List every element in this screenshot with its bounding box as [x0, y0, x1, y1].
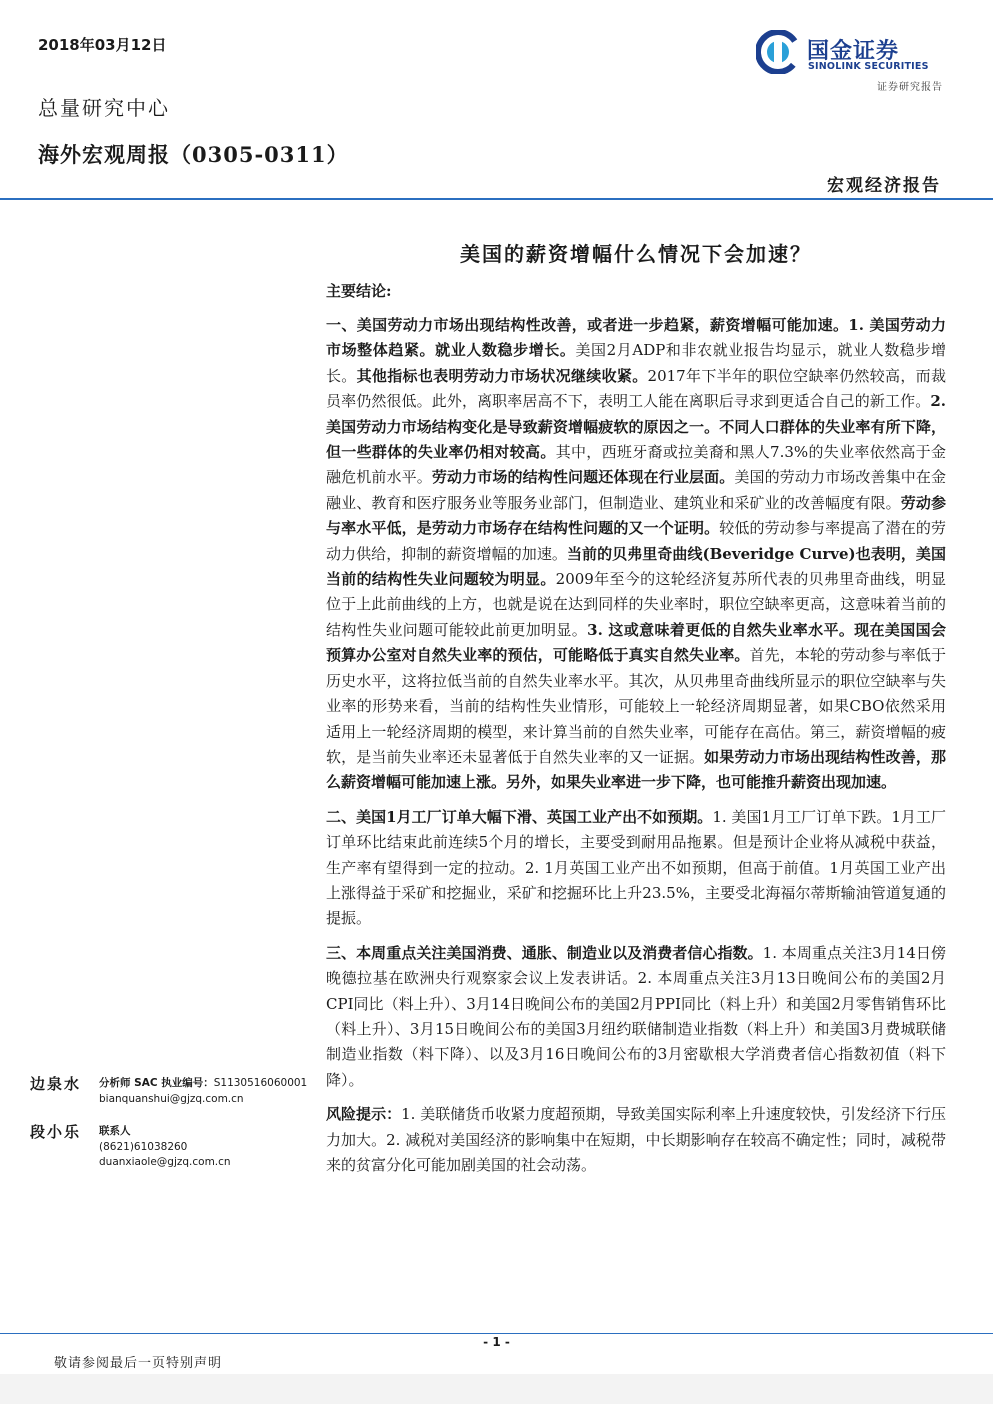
- body-text: 1. 本周重点关注3月14日傍晚德拉基在欧洲央行观察家会议上发表讲话。2. 本周重点关注3月13日晚间公布的美国2月CPI同比（料上升）、3月14日晚间公布的美国2月PPI同比（料上升）和美国2月零售销售环比（料上升）、3月15日晚间公布的美国3月纽约联储制造业指数（料上升）和美国3月费城联储制造业指数（料下降）、以及3月16日晚间公布的3月密歇根大学消费者信心指数初值（料下降）。: [326, 943, 946, 1089]
- logo-subtitle: 证券研究报告: [877, 82, 943, 93]
- contact-info: [99, 1124, 231, 1171]
- bold-text: 其他指标也表明劳动力市场状况继续收紧。: [356, 366, 648, 385]
- body-text: 1. 美联储货币收紧力度超预期，导致美国实际利率上升速度较快，引发经济下行压力加大。2. 减税对美国经济的影响集中在短期，中长期影响存在较高不确定性；同时，减税带来的贫富分化可能加剧美国的社会动荡。: [326, 1105, 946, 1174]
- footer-divider: [0, 1333, 993, 1334]
- contact-label: 联系人: [99, 1125, 131, 1137]
- disclaimer-note: 敬请参阅最后一页特别声明: [54, 1356, 223, 1371]
- bold-text: 如果劳动力市场出现结构性改善，那么薪资增幅可能加速上涨。另外，如果失业率进一步下降，也可能推升薪资出现加速。: [326, 747, 946, 792]
- page-number: - 1 -: [483, 1335, 510, 1349]
- contact-phone: (8621)61038260: [99, 1140, 188, 1153]
- paragraph: [326, 313, 946, 796]
- bold-text: 2. 美国劳动力市场结构变化是导致薪资增幅疲软的原因之一。不同人口群体的失业率有所下降，但一些群体的失业率仍相对较高。: [326, 392, 946, 462]
- bold-text: 一、美国劳动力市场出现结构性改善，或者进一步趋紧，薪资增幅可能加速。1. 美国劳动力市场整体趋紧。就业人数稳步增长。: [326, 316, 946, 360]
- bold-text: 二、美国1月工厂订单大幅下滑、英国工业产出不如预期。: [326, 807, 713, 826]
- header-divider: [0, 198, 993, 200]
- article-title: 美国的薪资增幅什么情况下会加速？: [460, 242, 812, 266]
- analyst-email[interactable]: bianquanshui@gjzq.com.cn: [99, 1092, 244, 1105]
- body-text: 1. 美国1月工厂订单下跌。1月工厂订单环比结束此前连续5个月的增长，主要受到耐用品拖累。但是预计企业将从减税中获益，生产率有望得到一定的拉动。2. 1月英国工业产出不如预期，但高于前值。1月英国工业产出上涨得益于采矿和挖掘业，采矿和挖掘环比上升23.5%，主要受北海福尔蒂斯输油管道复通的提振。: [326, 807, 946, 928]
- company-logo: [756, 30, 946, 80]
- logo-text-cn: 国金证券: [807, 39, 900, 64]
- analyst-label: 分析师 SAC 执业编号：: [99, 1077, 214, 1089]
- analyst-name: 边泉水: [30, 1075, 82, 1093]
- bold-text: 三、本周重点关注美国消费、通胀、制造业以及消费者信心指数。: [326, 943, 763, 962]
- contact-name: 段小乐: [30, 1123, 82, 1141]
- logo-text-en: SINOLINK SECURITIES: [808, 61, 929, 72]
- report-date: 2018年03月12日: [38, 36, 167, 54]
- sinolink-logo-icon: [756, 30, 800, 74]
- body-text: 美国2月ADP和非农就业报告均显示，就业人数稳步增长。: [326, 341, 946, 385]
- paragraph: [326, 805, 946, 932]
- bold-text: 当前的贝弗里奇曲线(Beveridge Curve)也表明，美国当前的结构性失业问题较为明显。: [326, 544, 946, 589]
- body-text: 较低的劳动参与率提高了潜在的劳动力供给，抑制的薪资增幅的加速。: [326, 519, 946, 563]
- report-type: 宏观经济报告: [827, 176, 941, 196]
- report-title: 海外宏观周报（0305-0311）: [38, 142, 349, 167]
- bold-text: 风险提示：: [326, 1105, 402, 1124]
- conclusion-heading: 主要结论:: [326, 282, 392, 300]
- bottom-band: [0, 1374, 993, 1404]
- bold-text: 劳动力市场的结构性问题还体现在行业层面。: [431, 468, 735, 487]
- body-text: 美国的劳动力市场改善集中在金融业、教育和医疗服务业等服务业部门，但制造业、建筑业和采矿业的改善幅度有限。: [326, 468, 946, 512]
- research-center: 总量研究中心: [38, 96, 170, 120]
- body-text: 2009年至今的这轮经济复苏所代表的贝弗里奇曲线，明显位于上此前曲线的上方，也就是说在达到同样的失业率时，职位空缺率更高，这意味着当前的结构性失业问题可能较此前更加明显。: [326, 570, 946, 639]
- paragraph: [326, 1102, 946, 1178]
- paragraph: [326, 941, 946, 1093]
- body-text: 首先，本轮的劳动参与率低于历史水平，这将拉低当前的自然失业率水平。其次，从贝弗里奇曲线所显示的职位空缺率与失业率的形势来看，当前的结构性失业情形，可能较上一轮经济周期显著，如果CBO依然采用适用上一轮经济周期的模型，来计算当前的自然失业率，可能存在高估。第三，薪资增幅的疲软，是当前失业率还未显著低于自然失业率的又一证据。: [326, 646, 946, 766]
- analyst-sac-id: S1130516060001: [213, 1077, 308, 1089]
- body-text: 其中，西班牙裔或拉美裔和黑人7.3%的失业率依然高于金融危机前水平。: [326, 443, 946, 487]
- contact-email[interactable]: duanxiaole@gjzq.com.cn: [99, 1156, 231, 1168]
- body-text: 2017年下半年的职位空缺率仍然较高，而裁员率仍然很低。此外，离职率居高不下，表明工人能在离职后寻求到更适合自己的新工作。: [326, 366, 946, 411]
- bold-text: 3. 这或意味着更低的自然失业率水平。现在美国国会预算办公室对自然失业率的预估，可能略低于真实自然失业率。: [326, 620, 946, 665]
- analyst-info: [99, 1076, 307, 1107]
- article-body: [326, 313, 946, 1187]
- bold-text: 劳动参与率水平低，是劳动力市场存在结构性问题的又一个证明。: [326, 493, 946, 538]
